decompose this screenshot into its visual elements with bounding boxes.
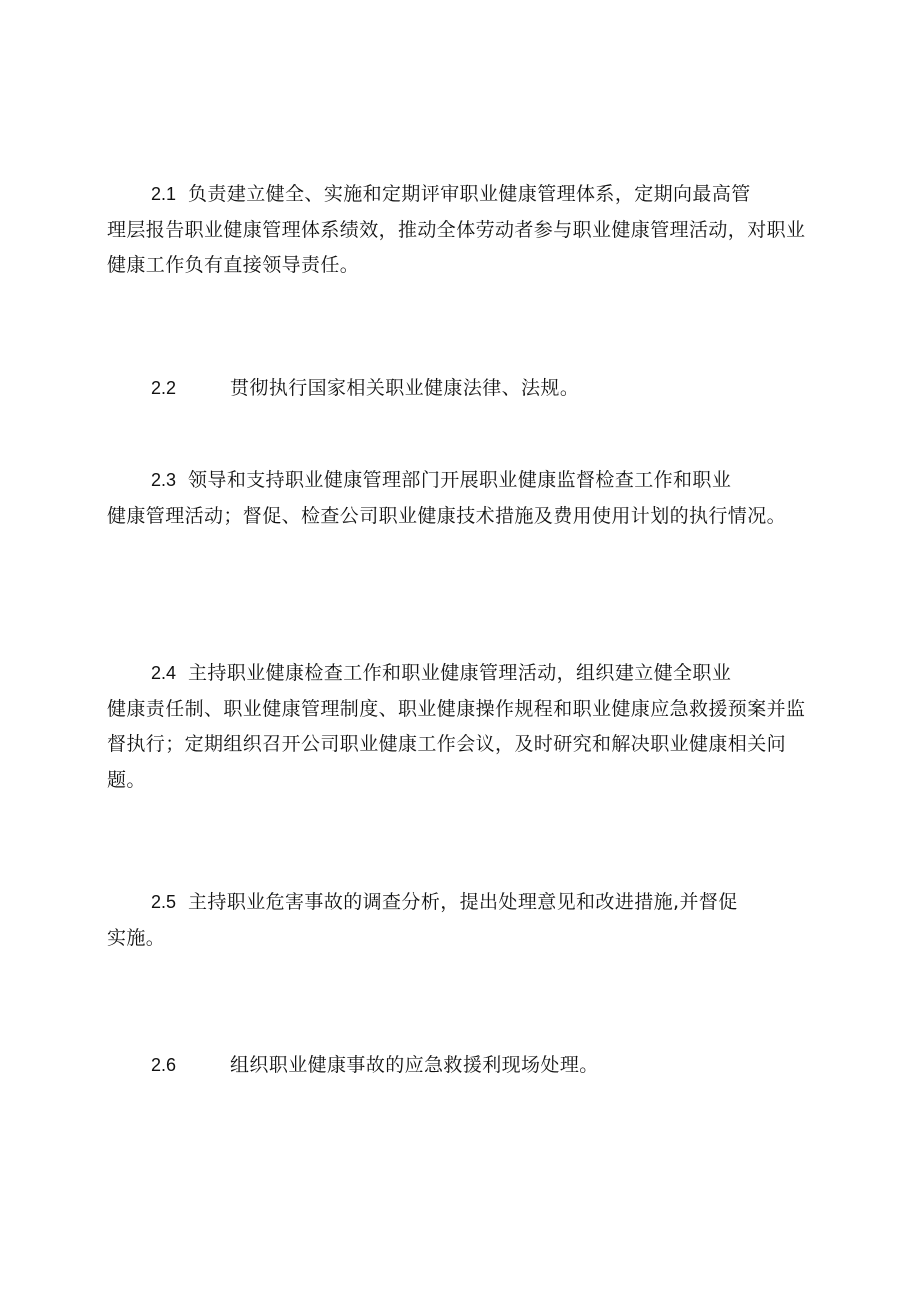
clause-first-line (107, 1048, 822, 1084)
clause-text-rest: 健康责任制、职业健康管理制度、职业健康操作规程和职业健康应急救援预案并监督执行；定期组织召开公司职业健康工作会议，及时研究和解决职业健康相关问题。 (107, 697, 806, 791)
clause-2-4 (107, 656, 822, 798)
clause-number: 2.2 (151, 378, 177, 398)
clause-text-start: 负责建立健全、实施和定期评审职业健康管理体系，定期向最高管 (188, 183, 751, 205)
clause-number: 2.4 (151, 663, 177, 683)
clause-text-start: 主持职业危害事故的调查分析，提出处理意见和改进措施,并督促 (188, 891, 738, 913)
clause-number: 2.6 (151, 1055, 177, 1075)
clause-2-3 (107, 463, 822, 534)
clause-number: 2.1 (151, 184, 177, 204)
clause-2-6 (107, 1048, 822, 1084)
clause-first-line (107, 885, 822, 921)
clause-first-line (107, 463, 822, 499)
clause-first-line (107, 656, 822, 692)
clause-first-line (107, 177, 822, 213)
clause-text-rest: 理层报告职业健康管理体系绩效，推动全体劳动者参与职业健康管理活动，对职业健康工作负有直接领导责任。 (107, 218, 806, 276)
clause-2-1 (107, 177, 822, 284)
clause-text-start: 主持职业健康检查工作和职业健康管理活动，组织建立健全职业 (188, 662, 732, 684)
clause-number: 2.5 (151, 892, 177, 912)
clause-number: 2.3 (151, 470, 177, 490)
clause-text-start: 组织职业健康事故的应急救援利现场处理。 (230, 1054, 599, 1076)
clause-text-rest: 健康管理活动；督促、检查公司职业健康技术措施及费用使用计划的执行情况。 (107, 504, 787, 527)
clause-text-start: 领导和支持职业健康管理部门开展职业健康监督检查工作和职业 (188, 469, 732, 491)
clause-first-line (107, 371, 822, 407)
clause-text-rest: 实施。 (107, 926, 166, 949)
clause-2-5 (107, 885, 822, 956)
clause-text-start: 贯彻执行国家相关职业健康法律、法规。 (230, 377, 580, 399)
clause-2-2 (107, 371, 822, 407)
